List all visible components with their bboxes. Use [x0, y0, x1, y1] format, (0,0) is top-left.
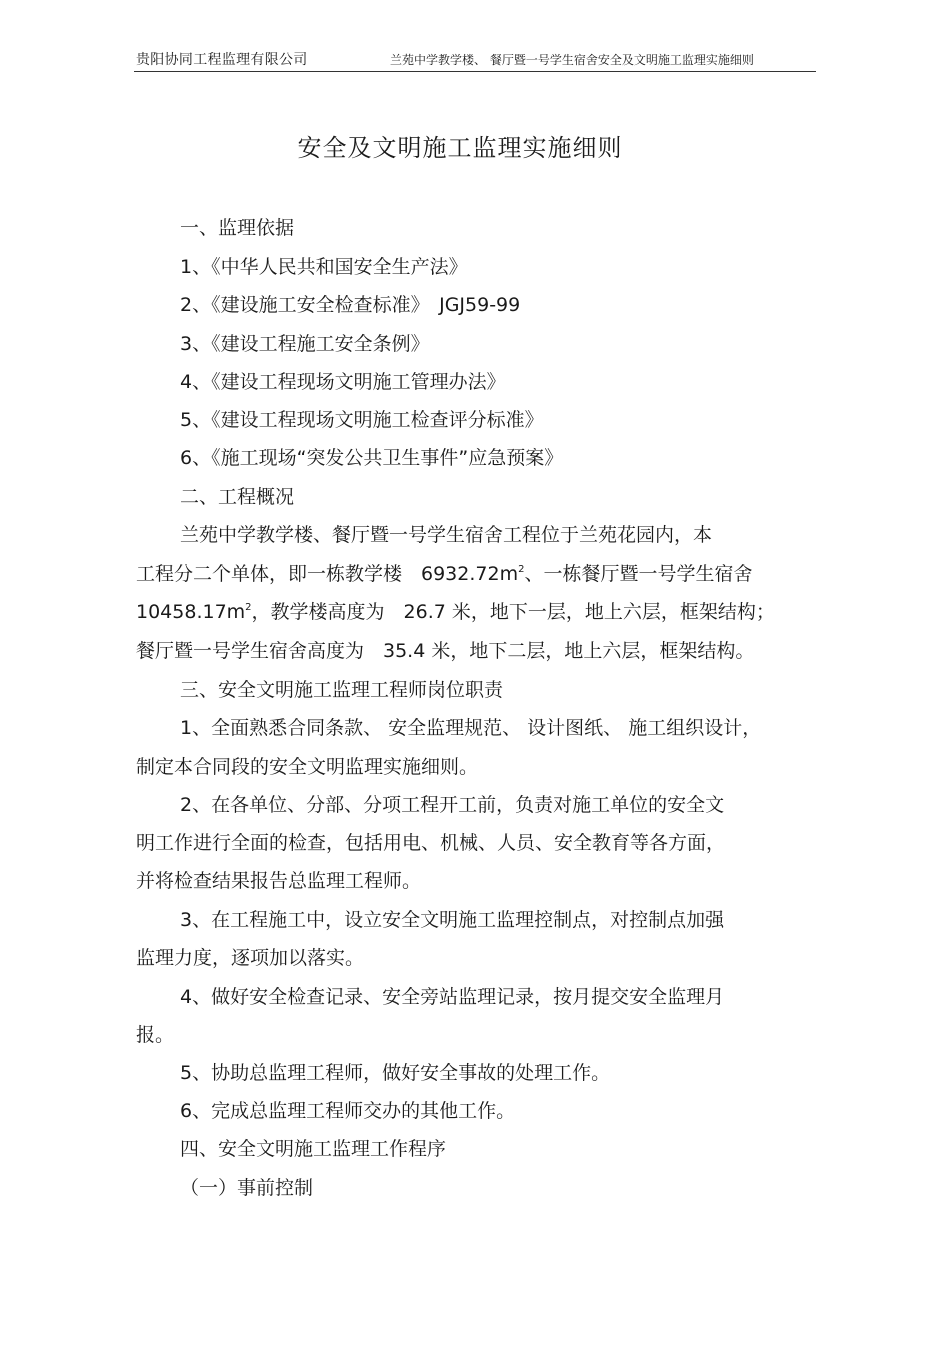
basis-item: 4、《建设工程现场文明施工管理办法》 — [180, 371, 506, 393]
header-project: 兰苑中学教学楼、 餐厅暨一号学生宿舍安全及文明施工监理实施细则 — [390, 53, 754, 67]
paragraph-line: 制定本合同段的安全文明监理实施细则。 — [136, 756, 479, 778]
basis-item: 2、《建设施工安全检查标准》 JGJ59-99 — [180, 294, 521, 316]
basis-item: 5、《建设工程现场文明施工检查评分标准》 — [180, 409, 544, 431]
section-heading: 四、安全文明施工监理工作程序 — [180, 1138, 447, 1160]
paragraph-line: 餐厅暨一号学生宿舍高度为 35.4 米，地下二层，地上六层，框架结构。 — [136, 640, 755, 662]
paragraph-line: 明工作进行全面的检查，包括用电、机械、人员、安全教育等各方面， — [136, 832, 726, 854]
paragraph-line: 报。 — [136, 1024, 175, 1046]
subsection-heading: （一）事前控制 — [180, 1177, 314, 1199]
paragraph-line: 6、完成总监理工程师交办的其他工作。 — [180, 1100, 516, 1122]
paragraph-line: 3、在工程施工中，设立安全文明施工监理控制点，对控制点加强 — [180, 909, 725, 931]
basis-item: 3、《建设工程施工安全条例》 — [180, 333, 430, 355]
document-title: 安全及文明施工监理实施细则 — [297, 134, 623, 162]
header-rule — [134, 71, 816, 72]
paragraph-line: 4、做好安全检查记录、安全旁站监理记录，按月提交安全监理月 — [180, 986, 725, 1008]
paragraph-line: $10458.17m^2$，教学楼高度为 26.7 米，地下一层，地上六层，框架结构； — [136, 601, 775, 623]
paragraph-line: 1、全面熟悉合同条款、 安全监理规范、 设计图纸、 施工组织设计， — [180, 717, 762, 739]
header-company: 贵阳协同工程监理有限公司 — [136, 52, 308, 68]
section-heading: 三、安全文明施工监理工程师岗位职责 — [180, 679, 504, 701]
paragraph-line: 并将检查结果报告总监理工程师。 — [136, 870, 422, 892]
section-heading: 二、工程概况 — [180, 486, 295, 508]
paragraph-line: 监理力度，逐项加以落实。 — [136, 947, 365, 969]
paragraph-line: 2、在各单位、分部、分项工程开工前，负责对施工单位的安全文 — [180, 794, 725, 816]
paragraph-line: 兰苑中学教学楼、餐厅暨一号学生宿舍工程位于兰苑花园内，本 — [180, 524, 713, 546]
basis-item: 6、《施工现场“突发公共卫生事件”应急预案》 — [180, 447, 564, 469]
paragraph-line: 5、协助总监理工程师，做好安全事故的处理工作。 — [180, 1062, 611, 1084]
section-heading: 一、监理依据 — [180, 217, 295, 239]
basis-item: 1、《中华人民共和国安全生产法》 — [180, 256, 468, 278]
paragraph-line: 工程分二个单体，即一栋教学楼 $6932.72m^2$、一栋餐厅暨一号学生宿舍 — [136, 563, 753, 585]
